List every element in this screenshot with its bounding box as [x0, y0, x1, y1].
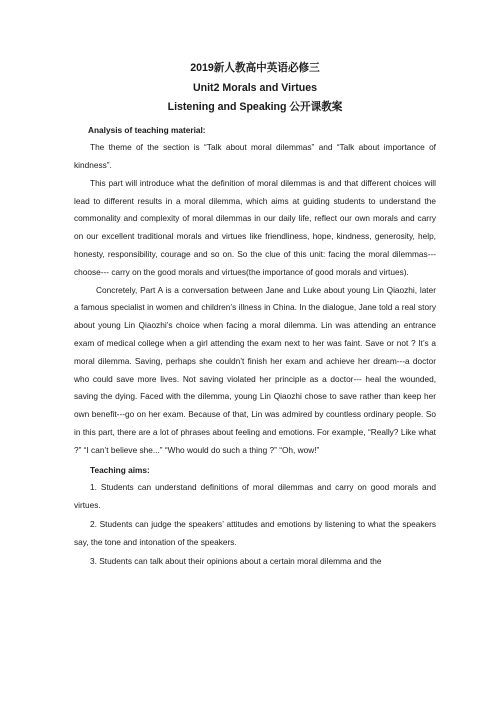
paragraph-part-a: Concretely, Part A is a conversation between Jane and Luke about young Lin Qiaozhi, later a famous specialist in women and children’s illness in China. In the dialogue, Jane told a real story about young Lin Qiaozhi’s choice when facing a moral dilemma. Lin was attending an entrance exam of medical college when a girl attending the exam next to her was faint. Save or not ? It’s a moral dilemma. Saving, perhaps she couldn’t finish her exam and achieve her dream---a doctor who could save more lives. Not saving violated her principle as a doctor--- heal the wounded, saving the dying. Faced with the dilemma, young Lin Qiaozhi chose to save rather than keep her own benefit---go on her exam. Because of that, Lin was admired by countless ordinary people. So in this part, there are a lot of phrases about feeling and emotions. For example, “Really? Like what ?” “I can’t believe she...” “Who would do such a thing ?” “Oh, wow!”	[74, 284, 436, 455]
teaching-aim-item: 2. Students can judge the speakers’ attitudes and emotions by listening to what the speakers say, the tone and intonation of the speakers.	[74, 519, 436, 547]
teaching-aims-heading: Teaching aims:	[90, 464, 150, 475]
document-title-line-2: Unit2 Morals and Virtues	[192, 81, 318, 94]
document-title-line-3: Listening and Speaking 公开课教案	[167, 101, 343, 113]
paragraph-theme: The theme of the section is “Talk about moral dilemmas” and “Talk about importance of kindness”.	[74, 142, 436, 171]
paragraph-introduction: This part will introduce what the definition of moral dilemmas is and that different choices will lead to different results in a moral dilemma, which aims at guiding students to understand the commonality and complexity of moral dilemmas in our daily life, reflect our own morals and carry on our excellent traditional morals and virtues like friendliness, hope, kindness, generosity, help, honesty, responsibility, courage and so on. So the clue of this unit: facing the moral dilemmas--- choose--- carry on the good morals and virtues(the importance of good morals and virtues).	[74, 177, 436, 277]
document-title-line-1: 2019新人教高中英语必修三	[190, 62, 320, 74]
analysis-heading: Analysis of teaching material:	[88, 124, 206, 135]
teaching-aims-list	[74, 479, 436, 570]
teaching-aim-item: 1. Students can understand definitions of moral dilemmas and carry on good morals and virtues.	[74, 482, 436, 511]
teaching-aim-item: 3. Students can talk about their opinions about a certain moral dilemma and the	[90, 555, 382, 566]
